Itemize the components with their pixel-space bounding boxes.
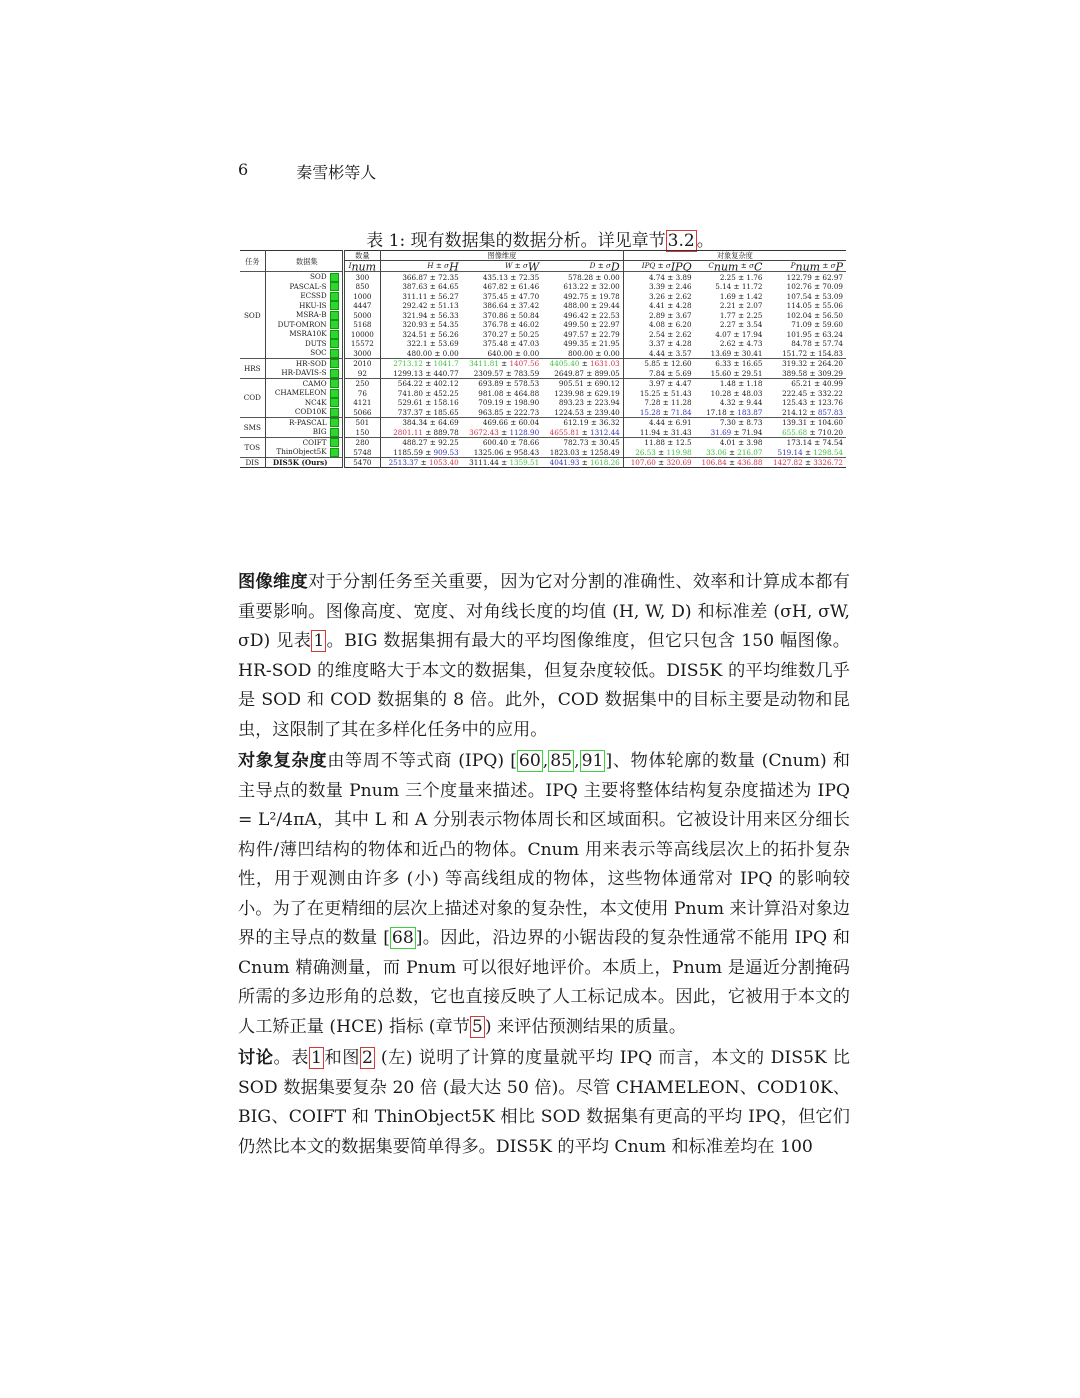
- ipq-cell: 4.41 ± 4.28: [648, 301, 692, 311]
- ipq-cell: 4.08 ± 6.20: [648, 320, 692, 330]
- n-cell: 5066: [343, 407, 381, 417]
- w-cell: 375.45 ± 47.70: [482, 291, 540, 301]
- n-cell: 15572: [343, 339, 381, 349]
- h-cell: 737.37 ± 185.65: [397, 407, 459, 417]
- p-cell: 102.04 ± 56.50: [786, 310, 843, 320]
- c-cell: 106.84 ± 436.88: [695, 457, 766, 467]
- p-cell: 1427.82 ± 3326.72: [765, 457, 846, 467]
- ipq-cell: 3.37 ± 4.28: [648, 339, 692, 349]
- p-cell: 151.72 ± 154.83: [782, 348, 843, 358]
- dataset-name-cell: SOD: [265, 272, 343, 282]
- header-count-group: 数量: [343, 251, 381, 261]
- w-cell: 963.85 ± 222.73: [478, 407, 540, 417]
- table-row: [240, 398, 846, 408]
- page-number: 6: [238, 160, 249, 179]
- c-cell: 6.33 ± 16.65: [695, 358, 766, 368]
- n-cell: 280: [343, 437, 381, 447]
- table-row: [240, 272, 846, 282]
- dataset-name-cell: DUT-OMRON: [265, 320, 343, 330]
- paragraph-text: 和图: [323, 1048, 360, 1068]
- n-cell: 850: [343, 282, 381, 292]
- table-row: [240, 388, 846, 398]
- c-cell: 2.62 ± 4.73: [719, 339, 763, 349]
- p-cell: 173.14 ± 74.54: [765, 437, 846, 447]
- ipq-cell: 15.25 ± 51.43: [639, 388, 692, 398]
- table-row: [240, 282, 846, 292]
- h-cell: 311.11 ± 56.27: [402, 291, 459, 301]
- task-cell: SOD: [240, 272, 265, 359]
- h-cell: 2801.11 ± 889.78: [393, 427, 459, 437]
- table-row: [240, 291, 846, 301]
- d-cell: 496.42 ± 22.53: [542, 310, 623, 320]
- table-body: [240, 272, 846, 468]
- citation-link[interactable]: [330, 330, 339, 339]
- d-cell: 497.57 ± 22.79: [542, 329, 623, 339]
- task-cell: TOS: [240, 437, 265, 457]
- paragraph-lead: 对象复杂度: [238, 751, 328, 771]
- dataset-name-cell: COIFT: [265, 437, 343, 447]
- h-cell: 322.1 ± 53.69: [406, 339, 459, 349]
- p-cell: 65.21 ± 40.99: [765, 378, 846, 388]
- dataset-name-cell: MSRA10K: [265, 329, 343, 339]
- paragraph-text: (左) 说明了计算的度量就平均 IPQ 而言，本文的 DIS5K 比 SOD 数据集要复杂 20 倍 (最大达 50 倍)。尽管 CHAMELEON、COD10K、BIG、COIFT 和 ThinObject5K 相比 SOD 数据集有更高的平均 IPQ，但它们仍然比本文的数据集要简单得多。DIS5K 的平均 Cnum 和标准差均在 100: [238, 1048, 850, 1157]
- paragraph-object-complexity: [238, 747, 850, 1042]
- table-row: [240, 358, 846, 368]
- ipq-cell: 107.60 ± 320.69: [623, 457, 694, 467]
- h-cell: 564.22 ± 402.12: [381, 378, 462, 388]
- caption-text: 表 1: 现有数据集的数据分析。详见章节: [366, 231, 666, 251]
- n-cell: 3000: [343, 348, 381, 358]
- figure-ref-link[interactable]: 2: [361, 1048, 373, 1068]
- d-cell: 578.28 ± 0.00: [542, 272, 623, 282]
- p-cell: 125.43 ± 123.76: [782, 398, 843, 408]
- n-cell: 5168: [343, 320, 381, 330]
- p-cell: 102.76 ± 70.09: [786, 282, 843, 292]
- dataset-name-cell: R-PASCAL: [265, 417, 343, 427]
- p-cell: 122.79 ± 62.97: [765, 272, 846, 282]
- w-cell: 469.66 ± 60.04: [462, 417, 543, 427]
- c-cell: 33.06 ± 216.07: [706, 447, 763, 457]
- c-cell: 2.21 ± 2.07: [719, 301, 763, 311]
- d-cell: 4655.81 ± 1312.44: [542, 427, 623, 437]
- w-cell: 3411.81 ± 1407.56: [462, 358, 543, 368]
- p-cell: 114.05 ± 55.06: [786, 301, 843, 311]
- paragraph-text: ]。因此，沿边界的小锯齿段的复杂性通常不能用 IPQ 和 Cnum 精确测量，而 Pnum 可以很好地评价。本质上，Pnum 是逼近分割掩码所需的多边形角的总数，它也直接反映了人工标记成本。因此，它被用于本文的人工矫正量 (HCE) 指标 (章节: [238, 928, 850, 1037]
- citation-link[interactable]: [330, 448, 339, 457]
- n-cell: 5470: [343, 457, 381, 467]
- d-cell: 905.51 ± 690.12: [542, 378, 623, 388]
- header-task: 任务: [240, 251, 265, 272]
- dataset-name-cell: CHAMELEON: [265, 388, 343, 398]
- header-dataset: 数据集: [265, 251, 343, 272]
- table-row: [240, 427, 846, 437]
- table-ref-link[interactable]: 1: [310, 1048, 322, 1068]
- table-caption: [0, 226, 1080, 251]
- w-cell: 3111.44 ± 1359.51: [462, 457, 543, 467]
- h-cell: 366.87 ± 72.35: [381, 272, 462, 282]
- n-cell: 5000: [343, 310, 381, 320]
- d-cell: 1224.53 ± 239.40: [542, 407, 623, 417]
- header-image-dim: 图像维度: [381, 251, 624, 261]
- page-header: [238, 160, 376, 183]
- ipq-cell: 15.28 ± 71.84: [639, 407, 692, 417]
- ipq-cell: 11.88 ± 12.5: [623, 437, 694, 447]
- c-cell: 31.69 ± 71.94: [710, 427, 763, 437]
- c-cell: 5.14 ± 11.72: [715, 282, 763, 292]
- p-cell: 71.09 ± 59.60: [791, 320, 843, 330]
- paragraph-text: 由等周不等式商 (IPQ) [: [327, 751, 517, 771]
- w-cell: 386.64 ± 37.42: [482, 301, 540, 311]
- body-text: [238, 568, 850, 1164]
- n-cell: 4121: [343, 398, 381, 408]
- d-cell: 499.35 ± 21.95: [542, 339, 623, 349]
- c-cell: 10.28 ± 48.03: [710, 388, 763, 398]
- citation-link[interactable]: 91: [581, 751, 604, 771]
- h-cell: 741.80 ± 452.25: [397, 388, 459, 398]
- w-cell: 1325.06 ± 958.43: [473, 447, 540, 457]
- d-cell: 4041.93 ± 1618.26: [542, 457, 623, 467]
- n-cell: 76: [343, 388, 381, 398]
- h-cell: 292.42 ± 51.13: [402, 301, 459, 311]
- n-cell: 1000: [343, 291, 381, 301]
- dataset-name-cell: CAMO: [265, 378, 343, 388]
- c-cell: 17.18 ± 183.87: [706, 407, 763, 417]
- c-cell: 1.69 ± 1.42: [719, 291, 763, 301]
- paragraph-text: 。BIG 数据集拥有最大的平均图像维度，但它只包含 150 幅图像。HR-SOD 的维度略大于本文的数据集，但复杂度较低。DIS5K 的平均维数几乎是 SOD 和 COD 数据集的 8 倍。此外，COD 数据集中的目标主要是动物和昆虫，这限制了其在多样化任务中的应用。: [238, 631, 850, 740]
- c-cell: 1.48 ± 1.18: [695, 378, 766, 388]
- header-d: $D \pm \sigma_D$: [542, 261, 623, 272]
- ipq-cell: 3.39 ± 2.46: [648, 282, 692, 292]
- citation-link[interactable]: [330, 339, 339, 348]
- separator: ,: [542, 751, 549, 771]
- table-row: [240, 457, 846, 467]
- ipq-cell: 26.53 ± 119.98: [635, 447, 692, 457]
- table-row: [240, 407, 846, 417]
- h-cell: 2513.37 ± 1053.40: [381, 457, 462, 467]
- c-cell: 7.30 ± 8.73: [695, 417, 766, 427]
- dataset-name-cell: HR-SOD: [265, 358, 343, 368]
- h-cell: 320.93 ± 54.35: [402, 320, 459, 330]
- h-cell: 2713.12 ± 1041.7: [381, 358, 462, 368]
- table-row: [240, 368, 846, 378]
- n-cell: 150: [343, 427, 381, 437]
- separator: ,: [574, 751, 580, 771]
- h-cell: 1185.59 ± 909.53: [393, 447, 459, 457]
- citation-link[interactable]: [330, 438, 339, 447]
- paragraph-text: ) 来评估预测结果的质量。: [484, 1016, 687, 1037]
- citation-link[interactable]: [330, 311, 339, 320]
- dataset-name-cell: HKU-IS: [265, 301, 343, 311]
- n-cell: 501: [343, 417, 381, 427]
- dataset-name-cell: ECSSD: [265, 291, 343, 301]
- header-cnum: $C_{num} \pm \sigma_C$: [708, 260, 763, 274]
- ipq-cell: 4.44 ± 3.57: [648, 348, 692, 358]
- header-pnum: $P_{num} \pm \sigma_P$: [790, 260, 843, 274]
- paragraph-lead: 讨论: [238, 1048, 274, 1068]
- c-cell: 2.25 ± 1.76: [695, 272, 766, 282]
- table-row: [240, 348, 846, 358]
- p-cell: 222.45 ± 332.22: [782, 388, 843, 398]
- d-cell: 613.22 ± 32.00: [542, 282, 623, 292]
- running-head: 秦雪彬等人: [296, 163, 377, 182]
- paragraph-text: 对于分割任务至关重要，因为它对分割的准确性、效率和计算成本都有重要影响。图像高度、宽度、对角线长度的均值 (H, W, D) 和标准差 (σH, σW, σD) 见表: [238, 572, 850, 651]
- table-row: [240, 447, 846, 457]
- d-cell: 1823.03 ± 1258.49: [542, 447, 623, 457]
- ipq-cell: 2.89 ± 3.67: [648, 310, 692, 320]
- dataset-name-cell: NC4K: [265, 398, 343, 408]
- dataset-analysis-table: [240, 250, 846, 468]
- citation-link[interactable]: [330, 418, 339, 427]
- paragraph-lead: 图像维度: [238, 572, 308, 592]
- n-cell: 4447: [343, 301, 381, 311]
- w-cell: 370.86 ± 50.84: [482, 310, 540, 320]
- citation-link[interactable]: [330, 273, 339, 282]
- table-row: [240, 378, 846, 388]
- n-cell: 5748: [343, 447, 381, 457]
- p-cell: 101.95 ± 63.24: [786, 329, 843, 339]
- citation-link[interactable]: 60: [518, 751, 541, 771]
- p-cell: 139.31 ± 104.60: [765, 417, 846, 427]
- citation-link[interactable]: [330, 292, 339, 301]
- header-inum: $I_{num}$: [343, 261, 381, 272]
- table-row: [240, 320, 846, 330]
- n-cell: 2010: [343, 358, 381, 368]
- d-cell: 800.00 ± 0.00: [542, 348, 623, 358]
- ipq-cell: 11.94 ± 31.43: [639, 427, 692, 437]
- w-cell: 375.48 ± 47.03: [482, 339, 540, 349]
- h-cell: 387.63 ± 64.65: [402, 282, 459, 292]
- table-row: [240, 301, 846, 311]
- task-cell: COD: [240, 378, 265, 417]
- table-row: [240, 310, 846, 320]
- section-ref-link[interactable]: 5: [471, 1016, 483, 1037]
- p-cell: 655.68 ± 710.20: [782, 427, 843, 437]
- paragraph-discussion: [238, 1044, 850, 1162]
- citation-link[interactable]: [330, 398, 339, 407]
- p-cell: 84.78 ± 57.74: [791, 339, 843, 349]
- dataset-name-cell: SOC: [265, 348, 343, 358]
- ipq-cell: 3.97 ± 4.47: [623, 378, 694, 388]
- h-cell: 529.61 ± 158.16: [397, 398, 459, 408]
- table-row: [240, 339, 846, 349]
- w-cell: 640.00 ± 0.00: [487, 348, 540, 358]
- h-cell: 488.27 ± 92.25: [381, 437, 462, 447]
- c-cell: 2.27 ± 3.54: [719, 320, 763, 330]
- d-cell: 893.23 ± 223.94: [542, 398, 623, 408]
- w-cell: 435.13 ± 72.35: [462, 272, 543, 282]
- w-cell: 370.27 ± 50.25: [482, 329, 540, 339]
- dataset-name-cell: MSRA-B: [265, 310, 343, 320]
- c-cell: 15.60 ± 29.51: [710, 368, 763, 378]
- c-cell: 4.32 ± 9.44: [719, 398, 763, 408]
- p-cell: 389.58 ± 309.29: [782, 368, 843, 378]
- section-ref-link[interactable]: 3.2: [667, 231, 695, 251]
- h-cell: 384.34 ± 64.69: [381, 417, 462, 427]
- d-cell: 1239.98 ± 629.19: [542, 388, 623, 398]
- citation-link[interactable]: [330, 282, 339, 291]
- header-h: $H \pm \sigma_H$: [427, 260, 459, 274]
- table-row: [240, 417, 846, 427]
- ipq-cell: 3.26 ± 2.62: [648, 291, 692, 301]
- h-cell: 321.94 ± 56.33: [402, 310, 459, 320]
- dataset-name-cell: COD10K: [265, 407, 343, 417]
- dataset-name-cell: DIS5K (Ours): [265, 457, 343, 467]
- w-cell: 981.08 ± 464.88: [478, 388, 540, 398]
- n-cell: 92: [343, 368, 381, 378]
- w-cell: 709.19 ± 198.90: [478, 398, 540, 408]
- citation-link[interactable]: 68: [391, 928, 414, 948]
- dataset-name-cell: BIG: [265, 427, 343, 437]
- citation-link[interactable]: [330, 379, 339, 388]
- citation-link[interactable]: [330, 369, 339, 378]
- header-ipq: IPQ ± $\sigma_{IPQ}$: [641, 260, 692, 274]
- n-cell: 250: [343, 378, 381, 388]
- table-row: [240, 329, 846, 339]
- d-cell: 499.50 ± 22.97: [542, 320, 623, 330]
- dataset-name-cell: ThinObject5K: [265, 447, 343, 457]
- n-cell: 300: [343, 272, 381, 282]
- w-cell: 600.40 ± 78.66: [462, 437, 543, 447]
- paragraph-text: ]、物体轮廓的数量 (Cnum) 和主导点的数量 Pnum 三个度量来描述。IPQ 主要将整体结构复杂度描述为 IPQ = L²/4πA，其中 L 和 A 分别表示物体周长和区域面积。它被设计用来区分细长构件/薄凹结构的物体和近凸的物体。Cnum 用来表示等高线层次上的拓扑复杂性，用于观测由许多 (小) 等高线组成的物体，这些物体通常对 IPQ 的影响较小。为了在更精细的层次上描述对象的复杂性，本文使用 Pnum 来计算沿对象边界的主导点的数量 [: [238, 751, 850, 948]
- task-cell: HRS: [240, 358, 265, 378]
- w-cell: 376.78 ± 46.02: [482, 320, 540, 330]
- w-cell: 3672.43 ± 1128.90: [469, 427, 540, 437]
- n-cell: 10000: [343, 329, 381, 339]
- dataset-name-cell: PASCAL-S: [265, 282, 343, 292]
- p-cell: 319.32 ± 264.20: [765, 358, 846, 368]
- header-w: $W \pm \sigma_W$: [504, 260, 540, 274]
- citation-link[interactable]: [330, 408, 339, 417]
- citation-link[interactable]: [330, 349, 339, 358]
- h-cell: 480.00 ± 0.00: [406, 348, 459, 358]
- p-cell: 519.14 ± 1298.54: [777, 447, 843, 457]
- c-cell: 1.77 ± 2.25: [719, 310, 763, 320]
- h-cell: 1299.13 ± 440.77: [393, 368, 459, 378]
- d-cell: 782.73 ± 30.45: [542, 437, 623, 447]
- paragraph-text: 。表: [273, 1048, 309, 1068]
- citation-link[interactable]: [330, 301, 339, 310]
- ipq-cell: 4.74 ± 3.89: [623, 272, 694, 282]
- p-cell: 107.54 ± 53.09: [786, 291, 843, 301]
- ipq-cell: 2.54 ± 2.62: [648, 329, 692, 339]
- d-cell: 492.75 ± 19.78: [542, 291, 623, 301]
- citation-link[interactable]: [330, 428, 339, 437]
- c-cell: 4.01 ± 3.98: [695, 437, 766, 447]
- dataset-name-cell: HR-DAVIS-S: [265, 368, 343, 378]
- table-row: [240, 437, 846, 447]
- paragraph-image-dimension: [238, 568, 850, 745]
- w-cell: 467.82 ± 61.46: [482, 282, 540, 292]
- d-cell: 488.00 ± 29.44: [542, 301, 623, 311]
- caption-suffix: 。: [696, 231, 714, 251]
- d-cell: 2649.87 ± 899.05: [542, 368, 623, 378]
- dataset-name-cell: DUTS: [265, 339, 343, 349]
- ipq-cell: 7.84 ± 5.69: [648, 368, 692, 378]
- ipq-cell: 7.28 ± 11.28: [644, 398, 692, 408]
- c-cell: 4.07 ± 17.94: [715, 329, 763, 339]
- ipq-cell: 5.85 ± 12.60: [623, 358, 694, 368]
- table-ref-link[interactable]: 1: [313, 631, 325, 651]
- d-cell: 4405.40 ± 1631.03: [542, 358, 623, 368]
- w-cell: 2309.57 ± 783.59: [473, 368, 540, 378]
- ipq-cell: 4.44 ± 6.91: [623, 417, 694, 427]
- w-cell: 693.89 ± 578.53: [462, 378, 543, 388]
- citation-link[interactable]: [330, 359, 339, 368]
- citation-link[interactable]: 85: [550, 751, 573, 771]
- citation-link[interactable]: [330, 320, 339, 329]
- citation-link[interactable]: [330, 389, 339, 398]
- header-complexity: 对象复杂度: [623, 251, 846, 261]
- p-cell: 214.12 ± 857.83: [782, 407, 843, 417]
- d-cell: 612.19 ± 36.32: [542, 417, 623, 427]
- c-cell: 13.69 ± 30.41: [710, 348, 763, 358]
- task-cell: DIS: [240, 457, 265, 467]
- task-cell: SMS: [240, 417, 265, 437]
- h-cell: 324.51 ± 56.26: [402, 329, 459, 339]
